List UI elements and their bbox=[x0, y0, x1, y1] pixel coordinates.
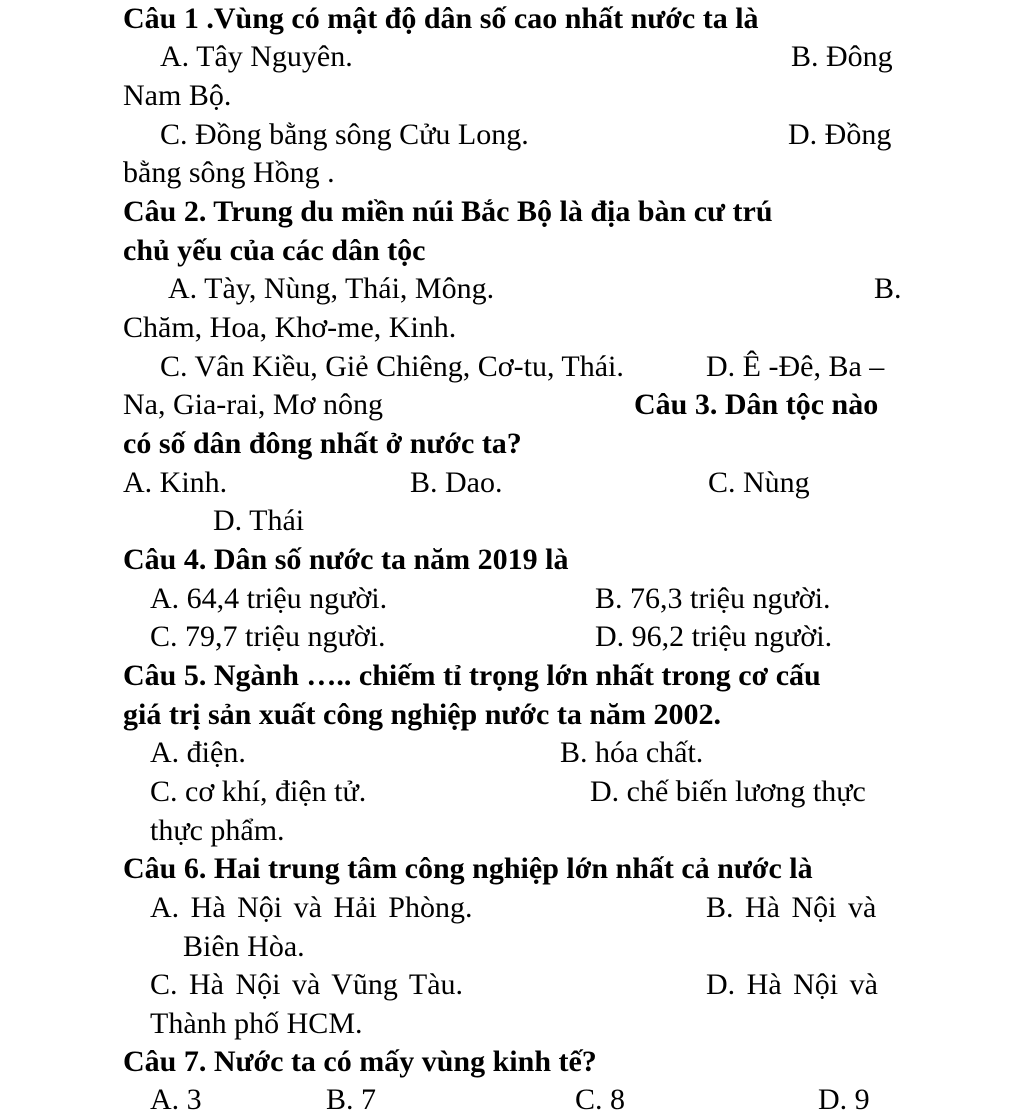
q3-option-a: A. Kinh. bbox=[123, 466, 228, 499]
q1-option-c: C. Đồng bằng sông Cửu Long. bbox=[160, 118, 529, 151]
q3-option-d: D. Thái bbox=[213, 504, 305, 537]
q4-option-c: C. 79,7 triệu người. bbox=[150, 620, 386, 653]
q6-option-a: A. Hà Nội và Hải Phòng. bbox=[150, 891, 473, 924]
q7-option-a: A. 3 bbox=[150, 1083, 202, 1116]
q7-question: Câu 7. Nước ta có mấy vùng kinh tế? bbox=[123, 1045, 597, 1078]
q5-option-d-continued: thực phẩm. bbox=[150, 814, 285, 847]
q6-option-d-continued: Thành phố HCM. bbox=[150, 1007, 363, 1040]
q5-option-b: B. hóa chất. bbox=[560, 736, 704, 769]
q4-option-a: A. 64,4 triệu người. bbox=[150, 582, 388, 615]
q3-option-b: B. Dao. bbox=[410, 466, 503, 499]
q4-option-d: D. 96,2 triệu người. bbox=[595, 620, 833, 653]
q1-question: Câu 1 .Vùng có mật độ dân số cao nhất nước ta là bbox=[123, 2, 759, 35]
q2-option-b-continued: Chăm, Hoa, Khơ-me, Kinh. bbox=[123, 311, 457, 344]
q7-option-c: C. 8 bbox=[575, 1083, 626, 1116]
q3-question-line2: có số dân đông nhất ở nước ta? bbox=[123, 427, 522, 460]
q6-option-b-continued: Biên Hòa. bbox=[183, 930, 305, 963]
q4-option-b: B. 76,3 triệu người. bbox=[595, 582, 831, 615]
q2-option-d: D. Ê -Đê, Ba – bbox=[706, 350, 885, 383]
q5-question-line1: Câu 5. Ngành ….. chiếm tỉ trọng lớn nhất trong cơ cấu bbox=[123, 659, 821, 692]
q3-option-c: C. Nùng bbox=[708, 466, 810, 499]
q1-option-b-continued: Nam Bộ. bbox=[123, 79, 232, 112]
q2-option-d-continued: Na, Gia-rai, Mơ nông bbox=[123, 388, 383, 421]
q7-option-d: D. 9 bbox=[818, 1083, 870, 1116]
q5-option-d: D. chế biến lương thực bbox=[590, 775, 866, 808]
q2-question-line1: Câu 2. Trung du miền núi Bắc Bộ là địa bàn cư trú bbox=[123, 195, 773, 228]
q1-option-b: B. Đông bbox=[791, 40, 893, 73]
q6-option-b: B. Hà Nội và bbox=[706, 891, 877, 924]
q7-option-b: B. 7 bbox=[326, 1083, 377, 1116]
q4-question: Câu 4. Dân số nước ta năm 2019 là bbox=[123, 543, 569, 576]
q1-option-d-continued: bằng sông Hồng . bbox=[123, 156, 335, 189]
q2-option-c: C. Vân Kiều, Giẻ Chiêng, Cơ-tu, Thái. bbox=[160, 350, 624, 383]
q5-option-a: A. điện. bbox=[150, 736, 246, 769]
q6-option-c: C. Hà Nội và Vũng Tàu. bbox=[150, 968, 464, 1001]
q5-question-line2: giá trị sản xuất công nghiệp nước ta năm 2002. bbox=[123, 698, 721, 731]
q1-option-d: D. Đồng bbox=[788, 118, 892, 151]
q6-question: Câu 6. Hai trung tâm công nghiệp lớn nhất cả nước là bbox=[123, 852, 813, 885]
q1-option-a: A. Tây Nguyên. bbox=[160, 40, 353, 73]
q2-option-a: A. Tày, Nùng, Thái, Mông. bbox=[168, 272, 495, 305]
q5-option-c: C. cơ khí, điện tử. bbox=[150, 775, 367, 808]
q6-option-d: D. Hà Nội và bbox=[706, 968, 878, 1001]
q2-question-line2: chủ yếu của các dân tộc bbox=[123, 234, 426, 267]
q3-question-line1: Câu 3. Dân tộc nào bbox=[634, 388, 879, 421]
q2-option-b: B. bbox=[874, 272, 902, 305]
